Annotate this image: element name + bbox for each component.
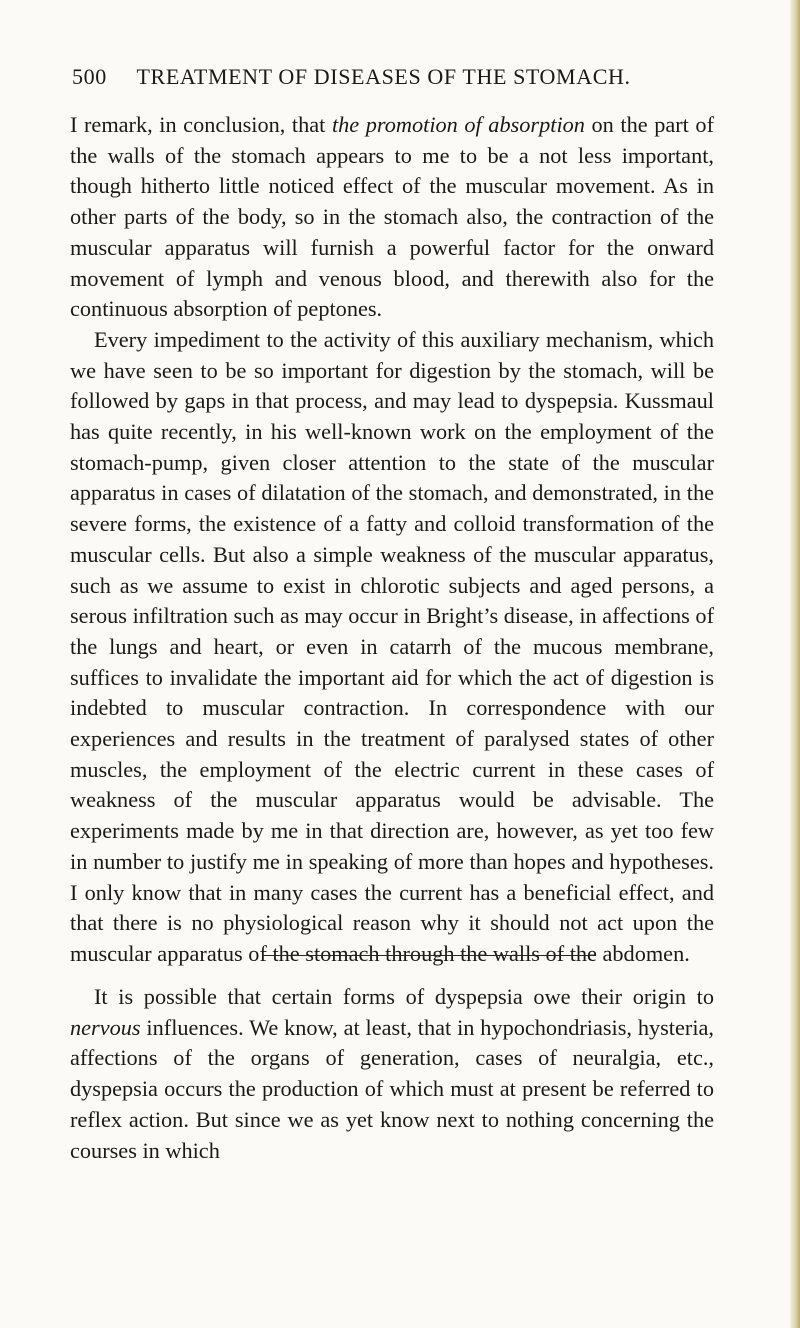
paragraph-1-rest: on the part of the walls of the stomach appears to me to be a not less important, though hitherto little noticed effect of the muscular movement. As in other parts of the body, so in the stomach also, the contraction of the muscular apparatus will furnish a powerful factor for the onward movement of lymph and venous blood, and therewith also for the continuous absorption of peptones.: [70, 112, 714, 322]
page-number: 500: [72, 64, 107, 89]
running-title: TREATMENT OF DISEASES OF THE STOMACH.: [136, 64, 631, 89]
page-header: [72, 64, 712, 90]
paragraph-3-start: It is possible that certain forms of dyspepsia owe their origin to: [94, 984, 714, 1009]
section-divider: [262, 955, 596, 956]
italic-phrase-absorption: the promotion of absorption: [331, 112, 585, 137]
italic-word-nervous: nervous: [70, 1014, 141, 1040]
main-text-section: [70, 110, 714, 970]
nervous-dyspepsia-section: [70, 982, 714, 1166]
paragraph-1-start: I remark, in conclusion, that: [70, 112, 332, 137]
paragraph-3-rest: influences. We know, at least, that in hypochondriasis, hysteria, affections of the organs of generation, cases of neuralgia, etc., dyspepsia occurs the production of which must at present be referred to reflex action. But since we as yet know next to nothing concerning the courses in which: [70, 1014, 714, 1163]
paragraph-absorption: [70, 110, 714, 325]
paragraph-impediment: Every impediment to the activity of this auxiliary mechanism, which we have seen to be so important for digestion by the stomach, will be followed by gaps in that process, and may lead to dyspepsia. Kussmaul has quite recently, in his well-known work on the employment of the stomach-pump, given closer attention to the state of the muscular apparatus in cases of dilatation of the stomach, and demonstrated, in the severe forms, the existence of a fatty and colloid transformation of the muscular cells. But also a simple weakness of the muscular apparatus, such as we assume to exist in chlorotic subjects and aged persons, a serous infiltration such as may occur in Bright’s disease, in affections of the lungs and heart, or even in catarrh of the mucous membrane, suffices to invalidate the important aid for which the act of digestion is indebted to muscular contraction. In correspondence with our experiences and results in the treatment of paralysed states of other muscles, the employment of the electric current in these cases of weakness of the muscular apparatus would be advisable. The experiments made by me in that direction are, however, as yet too few in number to justify me in speaking of more than hopes and hypotheses. I only know that in many cases the current has a beneficial effect, and that there is no physiological reason why it should not act upon the muscular apparatus of the stomach through the walls of the abdomen.: [70, 326, 714, 966]
paragraph-nervous: [70, 982, 714, 1166]
page-edge: [790, 0, 800, 1328]
